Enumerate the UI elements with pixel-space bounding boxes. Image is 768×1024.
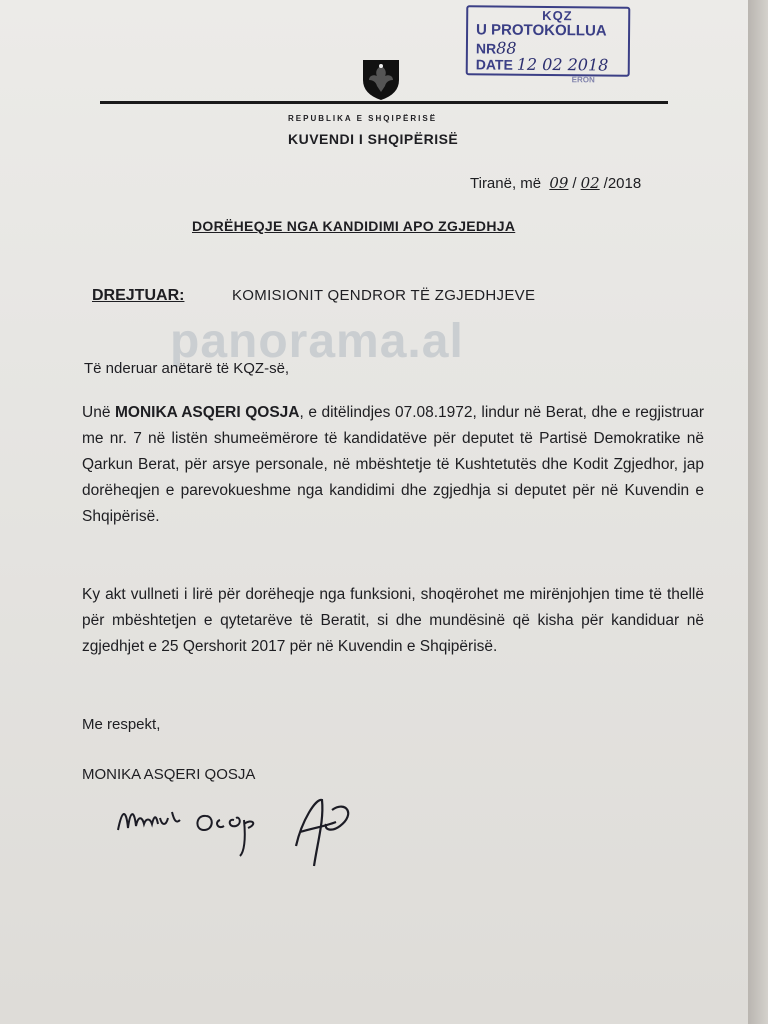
institution-title: KUVENDI I SHQIPËRISË bbox=[288, 131, 459, 147]
stamp-protocol: U PROTOKOLLUA bbox=[476, 21, 607, 40]
date-place: Tiranë, më bbox=[470, 175, 542, 192]
greeting: Të nderuar anëtarë të KQZ-së, bbox=[84, 360, 290, 377]
stamp-nr-extra: ERON bbox=[571, 75, 595, 85]
date-line: Tiranë, më 09 / 02 /2018 bbox=[470, 174, 642, 192]
stamp-org: KQZ bbox=[542, 7, 573, 24]
stamp-nr-label: NR bbox=[475, 40, 497, 57]
background-edge bbox=[748, 0, 768, 1024]
registration-stamp bbox=[466, 5, 631, 85]
body-paragraph-1 bbox=[82, 400, 704, 530]
date-month: 02 bbox=[580, 174, 600, 192]
addressee-label: DREJTUAR: bbox=[92, 287, 185, 304]
signatory-name: MONIKA ASQERI QOSJA bbox=[82, 766, 256, 783]
albanian-eagle-emblem-icon bbox=[357, 58, 405, 102]
watermark: panorama.al bbox=[170, 315, 464, 368]
date-year: /2018 bbox=[603, 175, 642, 192]
p1-text: , e ditëlindjes 07.08.1972, lindur në Berat, dhe e regjistruar me nr. 7 në listën shumeëmërore të kandidatëve për deputet të Partisë Demokratike në Qarkun Berat, për arsye personale, në mbështetje të Kushtetutës dhe Kodit Zgjedhor, jap dorëheqjen e parevokueshme nga kandidimi dhe zgjedhja si deputet për në Kuvendin e Shqipërisë. bbox=[82, 404, 704, 525]
stamp-nr-value: 88 bbox=[496, 38, 517, 58]
addressee-value: KOMISIONIT QENDROR TË ZGJEDHJEVE bbox=[232, 287, 536, 304]
stamp-date-value: 12 02 2018 bbox=[516, 54, 609, 75]
closing: Me respekt, bbox=[82, 716, 161, 733]
header-rule bbox=[100, 101, 668, 104]
handwritten-signature bbox=[110, 790, 370, 880]
date-day: 09 bbox=[549, 174, 569, 192]
body-paragraph-2: Ky akt vullneti i lirë për dorëheqje nga funksioni, shoqërohet me mirënjohjen time të thellë për mbështetjen e qytetarëve të Beratit, si dhe mundësinë që kisha për kandiduar në zgjedhjet e 25 Qershorit 2017 për në Kuvendin e Shqipërisë. bbox=[82, 586, 704, 655]
stamp-date-label: DATE bbox=[475, 56, 513, 73]
document-title: DORËHEQJE NGA KANDIDIMI APO ZGJEDHJA bbox=[192, 218, 516, 234]
p1-intro: Unë bbox=[82, 404, 115, 421]
stamp-date bbox=[476, 54, 609, 74]
republic-label: REPUBLIKA E SHQIPËRISË bbox=[288, 114, 438, 123]
p1-name: MONIKA ASQERI QOSJA bbox=[114, 404, 300, 421]
